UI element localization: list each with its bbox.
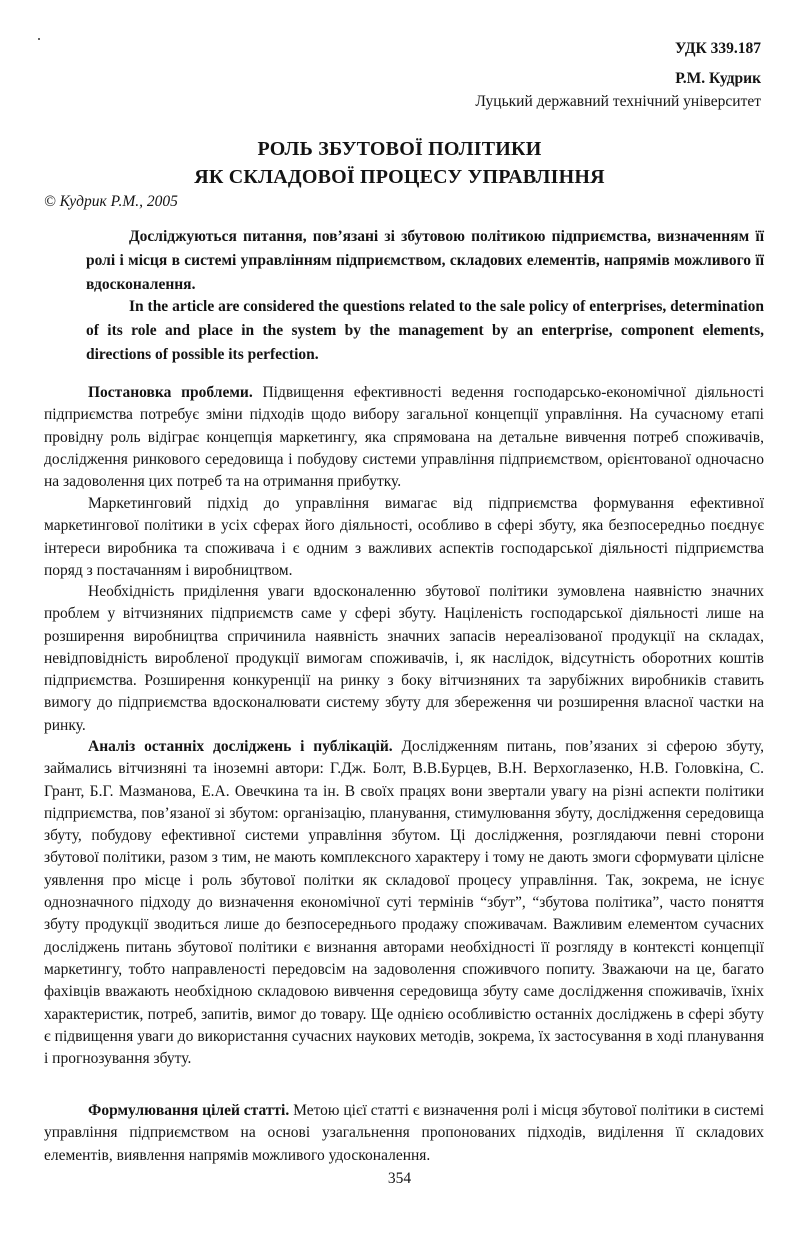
section-literature-review [44,736,764,1070]
section-problem-statement [44,382,764,493]
section-text: Дослідженням питань, пов’язаних зі сферою збуту, займались вітчизняні та іноземні автори: Г.Дж. Болт, В.В.Бурцев, В.Н. Верхоглазенко, Н.В. Головкіна, С. Грант, Б.Г. Мазманова, Е.А. Овечкина та ін. В своїх працях вони звертали увагу на різні аспекти політики підприємства, пов’язаної зі збутом: організацію, планування, стимулювання збуту, дослідження середовища збуту, побудову ефективної системи управління збутом. Ці дослідження, розглядаючи певні сторони збутової політики, разом з тим, не мають комплексного характеру і тому не дають змоги сформувати цілісне уявлення про місце і роль збутової політки як складової процесу управління. Так, зокрема, не існує однозначного підходу до визначення економічної суті термінів “збут”, “збутова політика”, часто поняття збуту продукції зводиться лише до безпосереднього продажу споживачам. Важливим елементом сучасних досліджень питань збутової політики є визнання авторами необхідності її розгляду в контексті концепції маркетингу, тобто направленості передовсім на задоволення споживчого попиту. Зважаючи на це, багато фахівців вважають необхідною складовою вивчення середовища збуту саме дослідження споживачів, їхніх характеристик, потреб, запитів, вимог до товару. Ще однією особливістю останніх досліджень в сфері збуту є підвищення уваги до використання сучасних наукових методів, зокрема, їх застосування в ході планування і прогнозування збуту. [44,738,764,1068]
section-heading: Формулювання цілей статті. [88,1102,290,1119]
section-heading: Постановка проблеми. [88,384,253,401]
title-line-2: ЯК СКЛАДОВОЇ ПРОЦЕСУ УПРАВЛІННЯ [194,166,605,188]
udk-code: УДК 339.187 [675,40,761,57]
section-text: Підвищення ефективності ведення господарсько-економічної діяльності підприємства потребує зміни підходів щодо вибору загальної концепції управління. На сучасному етапі провідну роль відіграє концепція маркетингу, яка спрямована на детальне вивчення потреб споживачів, дослідження ринкового середовища і побудову системи управління підприємством, орієнтованої одночасно на задоволення цих потреб та на отримання прибутку. [44,384,764,491]
paragraph-sales-problems: Необхідність приділення уваги вдосконаленню збутової політики зумовлена наявністю значних проблем у вітчизняних підприємств саме у сфері збуту. Націленість господарської діяльності лише на розширення виробництва спричинила наявність значних запасів нереалізованої продукції на складах, невідповідність виробленої продукції вимогам споживачів, і, як наслідок, відсутність оборотних коштів підприємства. Розширення конкуренції на ринку з боку вітчизняних та зарубіжних виробників ставить вимогу до підприємства вдосконалювати систему збуту для збереження чи розширення власної частки на ринку. [44,583,764,734]
title-line-1: РОЛЬ ЗБУТОВОЇ ПОЛІТИКИ [257,138,542,160]
abstract-english: In the article are considered the questions related to the sale policy of enterprises, determination of its role and place in the system by the management by an enterprise, component elements, directions of possible its perfection. [86,298,764,363]
copyright-notice: © Кудрик Р.М., 2005 [44,193,178,210]
author-name: Р.М. Кудрик [675,70,761,87]
abstract-ukrainian: Досліджуються питання, пов’язані зі збутовою політикою підприємства, визначенням її ролі і місця в системі управлінням підприємством, складових елементів, напрямів можливого її вдосконалення. [86,228,764,293]
author-affiliation: Луцький державний технічний університет [475,93,761,110]
page-number: 354 [387,1170,412,1187]
section-text: Метою цієї статті є визначення ролі і місця збутової політики в системі управління підприємством на основі узагальнення пропонованих підходів, виділення її складових елементів, виявлення напрямів можливого удосконалення. [44,1102,765,1164]
article-title [0,135,799,191]
section-heading: Аналіз останніх досліджень і публікацій. [88,738,393,755]
scan-speck [38,38,40,40]
section-article-goals [44,1100,764,1167]
paragraph-marketing-approach: Маркетинговий підхід до управління вимагає від підприємства формування ефективної маркетингової політики в усіх сферах його діяльності, особливо в сфері збуту, яка безпосередньо поєднує інтереси виробника та споживача і є одним з важливих аспектів господарської діяльності підприємства поряд з постачанням і виробництвом. [44,495,764,579]
